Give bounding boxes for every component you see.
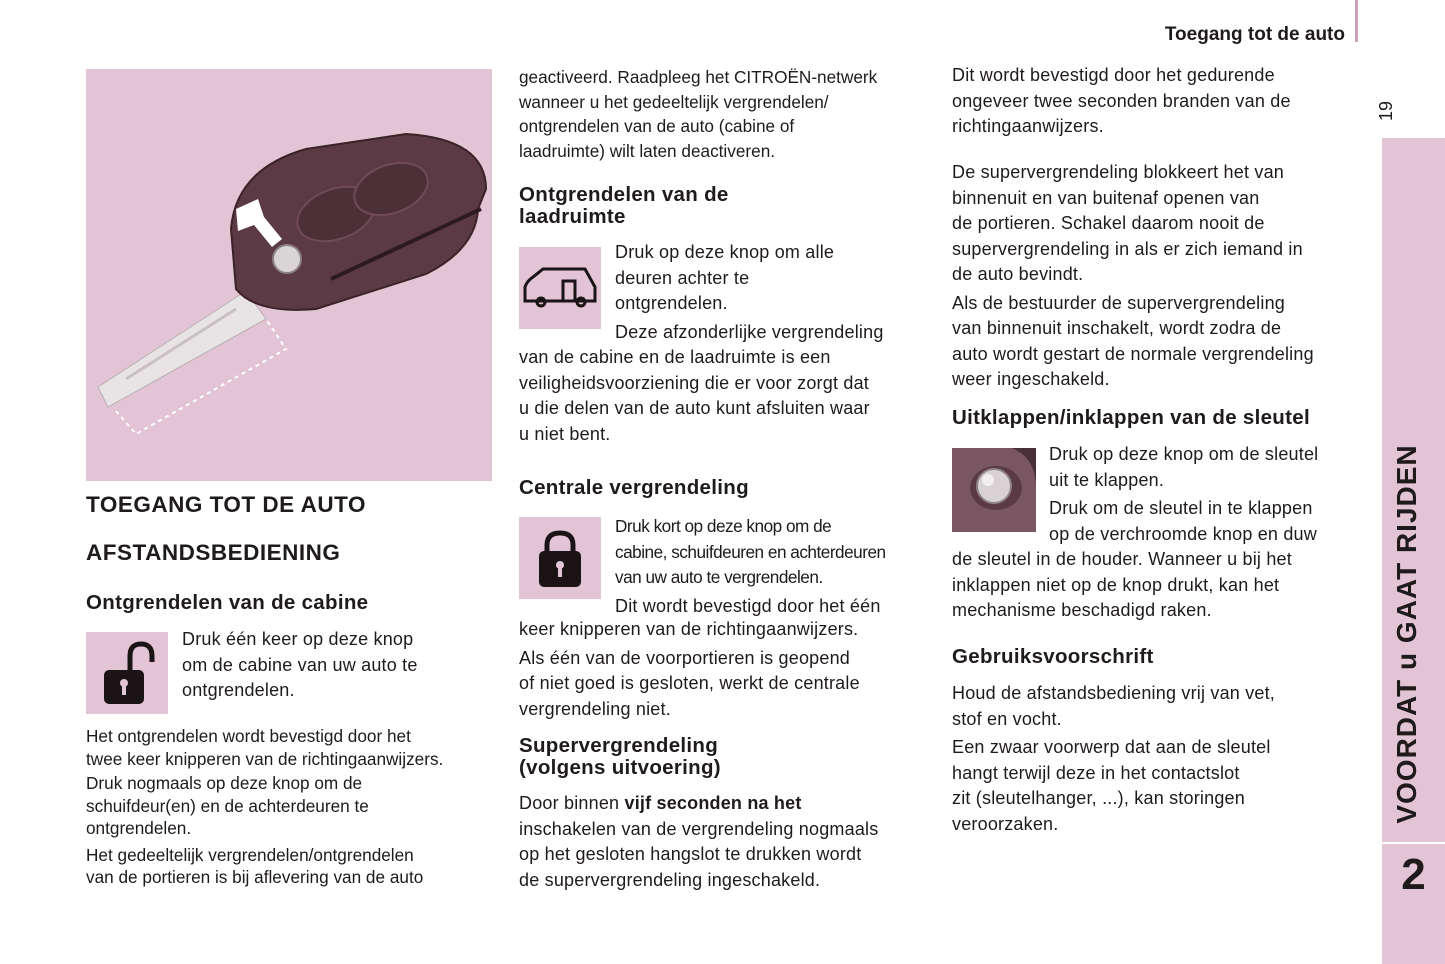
unlock-cargo-text: Deze afzonderlijke vergrendeling (615, 321, 884, 342)
heading-key-fold: Uitklappen/inklappen van de sleutel (952, 406, 1310, 429)
unlock-cargo-text: deuren achter te (615, 267, 750, 288)
heading-usage: Gebruiksvoorschrift (952, 645, 1154, 668)
chapter-tab-divider (1382, 842, 1445, 844)
para-line: ontgrendelen. (86, 818, 192, 838)
para-line: auto wordt gestart de normale vergrendeling (952, 343, 1314, 364)
para-line: richtingaanwijzers. (952, 116, 1104, 136)
para-line: stof en vocht. (952, 708, 1062, 729)
unlock-cargo-text: ontgrendelen. (615, 293, 728, 313)
para-line: veroorzaken. (952, 813, 1059, 834)
unlock-icon (86, 632, 168, 714)
para-line: ongeveer twee seconden branden van de (952, 90, 1291, 111)
para-line: weer ingeschakeld. (952, 369, 1110, 389)
section-title: TOEGANG TOT DE AUTO (86, 492, 366, 517)
para-line: geactiveerd. Raadpleeg het CITROËN-netwerk (519, 67, 878, 87)
unlock-cargo-text: Druk op deze knop om alle (615, 242, 835, 262)
para-line: de sleutel in de houder. Wanneer u bij het (952, 549, 1292, 569)
running-header: Toegang tot de auto (1164, 24, 1345, 45)
para-line: de portieren. Schakel daarom nooit de (952, 213, 1265, 233)
heading-central-locking: Centrale vergrendeling (519, 476, 749, 499)
lock-text: Dit wordt bevestigd door het één (615, 595, 881, 616)
para-line: van binnenuit inschakelt, wordt zodra de (952, 318, 1282, 338)
lock-text: Druk kort op deze knop om de (615, 516, 832, 536)
para-line: Dit wordt bevestigd door het gedurende (952, 65, 1275, 85)
para-line: vergrendeling niet. (519, 698, 671, 719)
page-number: 19 (1376, 100, 1396, 122)
para-line: veiligheidsvoorziening die er voor zorgt dat (519, 372, 869, 393)
unlock-cabin-text-1: Druk één keer op deze knop (182, 629, 414, 649)
para-line: u die delen van de auto kunt afsluiten waar (519, 398, 870, 418)
para-line: mechanisme beschadigd raken. (952, 600, 1212, 620)
key-fold-text: uit te klappen. (1049, 469, 1165, 490)
heading-unlock-cargo: Ontgrendelen van de (519, 183, 729, 206)
para-line: schuifdeur(en) en de achterdeuren te (86, 795, 369, 816)
para-line: hangt terwijl deze in het contactslot (952, 762, 1240, 783)
para-line: laadruimte) wilt laten deactiveren. (519, 140, 776, 161)
heading-unlock-cabin: Ontgrendelen van de cabine (86, 591, 369, 614)
para-line: op het gesloten hangslot te drukken wordt (519, 844, 862, 864)
key-illustration (86, 69, 492, 481)
heading-unlock-cargo: laadruimte (519, 205, 626, 228)
para-line: De supervergrendeling blokkeert het van (952, 162, 1284, 182)
para-line: inklappen niet op de knop drukt, kan het (952, 574, 1280, 595)
para-line: supervergrendeling in als er zich iemand in (952, 238, 1303, 259)
para-line: Als één van de voorportieren is geopend (519, 647, 851, 668)
lock-icon (519, 517, 601, 599)
deadlock-intro: Door binnen (519, 793, 625, 813)
para-line (519, 791, 929, 817)
para-line: binnenuit en van buitenaf openen van (952, 187, 1260, 208)
para-line: keer knipperen van de richtingaanwijzers. (519, 619, 859, 639)
unlock-cabin-text-3: ontgrendelen. (182, 680, 295, 700)
header-divider (1355, 0, 1358, 42)
lock-text: van uw auto te vergrendelen. (615, 567, 823, 587)
heading-deadlocking: (volgens uitvoering) (519, 756, 721, 779)
para-line: de supervergrendeling ingeschakeld. (519, 869, 821, 890)
para-line: Houd de afstandsbediening vrij van vet, (952, 683, 1276, 703)
para-line: zit (sleutelhanger, ...), kan storingen (952, 788, 1245, 808)
key-fold-text: op de verchroomde knop en duw (1049, 523, 1317, 544)
para-line: u niet bent. (519, 423, 611, 444)
para-line: van de portieren is bij aflevering van de auto (86, 867, 424, 887)
key-fold-text: Druk op deze knop om de sleutel (1049, 444, 1319, 464)
chapter-number: 2 (1401, 850, 1426, 899)
para-line: Een zwaar voorwerp dat aan de sleutel (952, 737, 1271, 757)
van-icon (519, 247, 601, 329)
para-line: Het ontgrendelen wordt bevestigd door het (86, 726, 411, 746)
para-line: Het gedeeltelijk vergrendelen/ontgrendelen (86, 844, 414, 865)
para-line: ontgrendelen van de auto (cabine of (519, 116, 795, 136)
key-button-photo (952, 448, 1036, 532)
para-line: Als de bestuurder de supervergrendeling (952, 292, 1286, 313)
para-line: Druk nogmaals op deze knop om de (86, 773, 363, 793)
para-line: van de cabine en de laadruimte is een (519, 347, 831, 367)
para-line: inschakelen van de vergrendeling nogmaals (519, 818, 879, 839)
para-line: wanneer u het gedeeltelijk vergrendelen/ (519, 91, 829, 112)
para-line: de auto bevindt. (952, 264, 1084, 284)
unlock-cabin-text-2: om de cabine van uw auto te (182, 654, 418, 675)
para-line: twee keer knipperen van de richtingaanwijzers. (86, 748, 444, 769)
deadlock-bold: vijf seconden na het (624, 793, 802, 813)
lock-text: cabine, schuifdeuren en achterdeuren (615, 541, 886, 562)
section-subtitle: AFSTANDSBEDIENING (86, 540, 341, 565)
heading-deadlocking: Supervergrendeling (519, 734, 719, 757)
para-line: of niet goed is gesloten, werkt de centrale (519, 673, 860, 693)
key-fold-text: Druk om de sleutel in te klappen (1049, 498, 1313, 518)
